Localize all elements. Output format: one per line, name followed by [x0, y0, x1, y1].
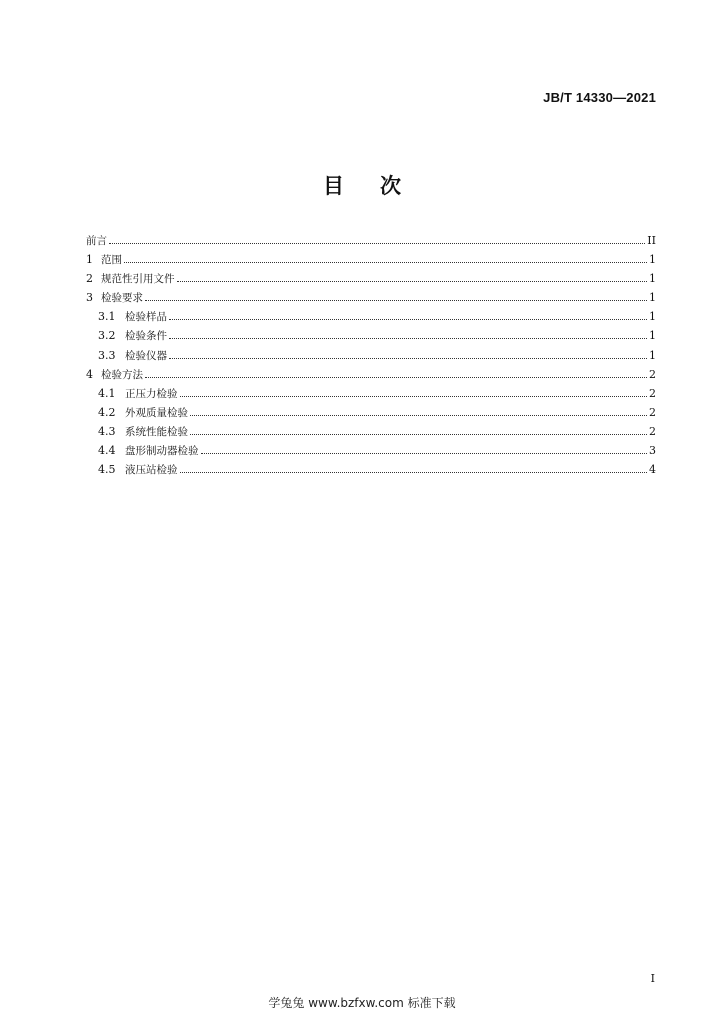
toc-page: 1 — [649, 272, 656, 286]
toc-page: 2 — [649, 386, 656, 400]
toc-label: 范围 — [101, 254, 122, 267]
toc-entry-3-3[interactable] — [86, 346, 656, 365]
toc-label: 检验要求 — [101, 292, 143, 305]
toc-entry-1[interactable] — [86, 250, 656, 269]
toc-number: 3.2 — [98, 329, 116, 343]
toc-label: 检验样品 — [125, 311, 167, 324]
toc-label: 外观质量检验 — [125, 406, 188, 419]
toc-label: 液压站检验 — [125, 464, 178, 477]
toc-leader — [145, 376, 647, 378]
toc-entry-3-1[interactable] — [86, 307, 656, 326]
toc-leader — [201, 452, 648, 454]
toc-number: 4 — [86, 367, 93, 381]
toc-number: 2 — [86, 272, 93, 286]
toc-label: 规范性引用文件 — [101, 273, 175, 286]
page-title — [0, 170, 724, 200]
toc-leader — [169, 318, 647, 320]
toc-number: 4.5 — [98, 463, 116, 477]
toc-label: 检验方法 — [101, 368, 143, 381]
toc-number: 4.2 — [98, 405, 116, 419]
toc-page: 1 — [649, 253, 656, 267]
toc-entry-4-5[interactable] — [86, 460, 656, 479]
toc-page: 1 — [649, 348, 656, 362]
document-code: JB/T 14330—2021 — [543, 90, 656, 105]
toc-page: 1 — [649, 329, 656, 343]
page-number: I — [650, 972, 655, 985]
toc-entry-4-3[interactable] — [86, 422, 656, 441]
toc-leader — [180, 471, 648, 473]
toc-number: 3.1 — [98, 310, 116, 324]
title-char-1: 目 — [323, 174, 344, 198]
toc-number: 4.1 — [98, 386, 116, 400]
footer-watermark: 学兔兔 www.bzfxw.com 标准下载 — [268, 996, 456, 1010]
toc-entry-4-1[interactable] — [86, 384, 656, 403]
toc-page: 4 — [649, 463, 656, 477]
toc-entry-2[interactable] — [86, 269, 656, 288]
toc-leader — [169, 357, 647, 359]
toc-label: 盘形制动器检验 — [125, 445, 199, 458]
title-char-2: 次 — [380, 174, 401, 198]
toc-leader — [190, 433, 647, 435]
toc-entry-4[interactable] — [86, 365, 656, 384]
toc-entry-foreword[interactable] — [86, 231, 656, 250]
toc-label: 前言 — [86, 235, 107, 247]
toc-leader — [145, 299, 647, 301]
toc-entry-3[interactable] — [86, 288, 656, 307]
toc-entry-4-2[interactable] — [86, 403, 656, 422]
toc-number: 4.3 — [98, 424, 116, 438]
toc-number: 1 — [86, 253, 93, 267]
toc-page: 2 — [649, 405, 656, 419]
toc-number: 3.3 — [98, 348, 116, 362]
toc-number: 4.4 — [98, 444, 116, 458]
toc-leader — [190, 414, 647, 416]
toc-number: 3 — [86, 291, 93, 305]
toc-label: 系统性能检验 — [125, 425, 188, 438]
toc-page: 3 — [649, 444, 656, 458]
toc-leader — [177, 280, 648, 282]
toc-page: 2 — [649, 367, 656, 381]
toc-label: 检验仪器 — [125, 349, 167, 362]
toc-leader — [180, 395, 648, 397]
toc-leader — [169, 337, 647, 339]
toc-page: 1 — [649, 291, 656, 305]
toc-leader — [109, 242, 645, 244]
toc-entry-3-2[interactable] — [86, 326, 656, 345]
toc-page: 2 — [649, 424, 656, 438]
toc-entry-4-4[interactable] — [86, 441, 656, 460]
toc-page: II — [647, 234, 656, 247]
table-of-contents — [86, 231, 656, 479]
toc-label: 检验条件 — [125, 330, 167, 343]
toc-label: 正压力检验 — [125, 387, 178, 400]
toc-page: 1 — [649, 310, 656, 324]
toc-leader — [124, 261, 647, 263]
